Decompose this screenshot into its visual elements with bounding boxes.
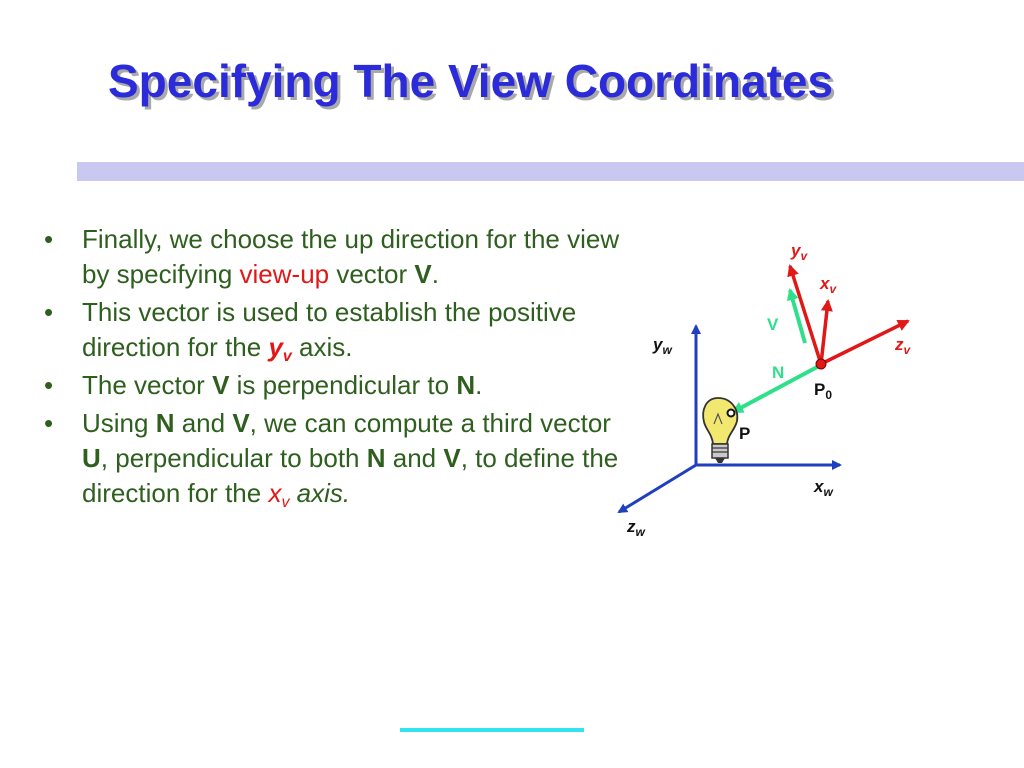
bullet-item-3: [40, 368, 630, 403]
bullet-item-1: [40, 222, 630, 292]
vector-v-term: V: [212, 370, 230, 400]
slide-title: Specifying The View Coordinates: [108, 55, 834, 107]
view-up-term: view-up: [239, 259, 330, 289]
bullet-text: , we can compute a third vector: [249, 408, 611, 438]
bullet-text: .: [431, 259, 439, 289]
bullet-text: is perpendicular to: [229, 370, 457, 400]
bullet-text: .: [475, 370, 483, 400]
bullet-text: , to define the direction for the: [82, 443, 619, 508]
lightbulb-icon: [703, 398, 737, 463]
world-z-axis: [619, 465, 696, 512]
view-x-axis: [821, 301, 828, 364]
title-underline-bar: [77, 162, 1024, 181]
vector-v-term: V: [443, 443, 461, 473]
label-zv: $z_v$: [895, 335, 911, 357]
xv-term: $x_v$: [268, 478, 290, 511]
label-n: N: [772, 363, 785, 382]
footer-accent-line: [400, 728, 584, 732]
label-zw: $z_w$: [627, 517, 645, 539]
bullet-text: , perpendicular to both: [100, 443, 367, 473]
vector-v-term: V: [232, 408, 250, 438]
vector-u-term: U: [82, 443, 101, 473]
vector-n-term: N: [366, 443, 386, 473]
bullet-item-4: [40, 406, 630, 511]
p-point: [728, 410, 735, 417]
bullet-text: and: [385, 443, 444, 473]
vector-n-term: N: [155, 408, 175, 438]
p0-point: [816, 359, 826, 369]
bullet-list: [40, 222, 630, 514]
vector-n-term: N: [456, 370, 476, 400]
vector-v-term: V: [414, 259, 432, 289]
bullet-dot: •: [44, 297, 54, 327]
bullet-item-2: [40, 295, 630, 365]
bullet-text: Finally, we choose the up direction for the view by specifying: [82, 224, 620, 289]
bullet-text: axis.: [291, 332, 353, 362]
vector-v-arrow: [790, 290, 805, 343]
label-p: P: [739, 424, 751, 443]
yv-term: $y_v$: [268, 332, 292, 365]
view-y-axis: [790, 266, 821, 364]
bullet-text: The vector: [82, 370, 213, 400]
label-xw: $x_w$: [814, 477, 833, 499]
label-p0: $P_0$: [814, 380, 833, 402]
bullet-text: axis.: [289, 478, 351, 508]
bullet-dot: •: [44, 408, 54, 438]
label-xv: $x_v$: [820, 274, 837, 296]
view-coordinates-diagram: [600, 230, 930, 550]
bullet-dot: •: [44, 224, 54, 254]
label-v: V: [767, 315, 779, 334]
bullet-text: This vector is used to establish the positive direction for the: [82, 297, 577, 362]
bullet-text: and: [174, 408, 233, 438]
bullet-text: Using: [82, 408, 156, 438]
bullet-text: vector: [329, 259, 415, 289]
label-yv: $y_v$: [791, 241, 808, 263]
label-yw: $y_w$: [653, 335, 672, 357]
bullet-dot: •: [44, 370, 54, 400]
